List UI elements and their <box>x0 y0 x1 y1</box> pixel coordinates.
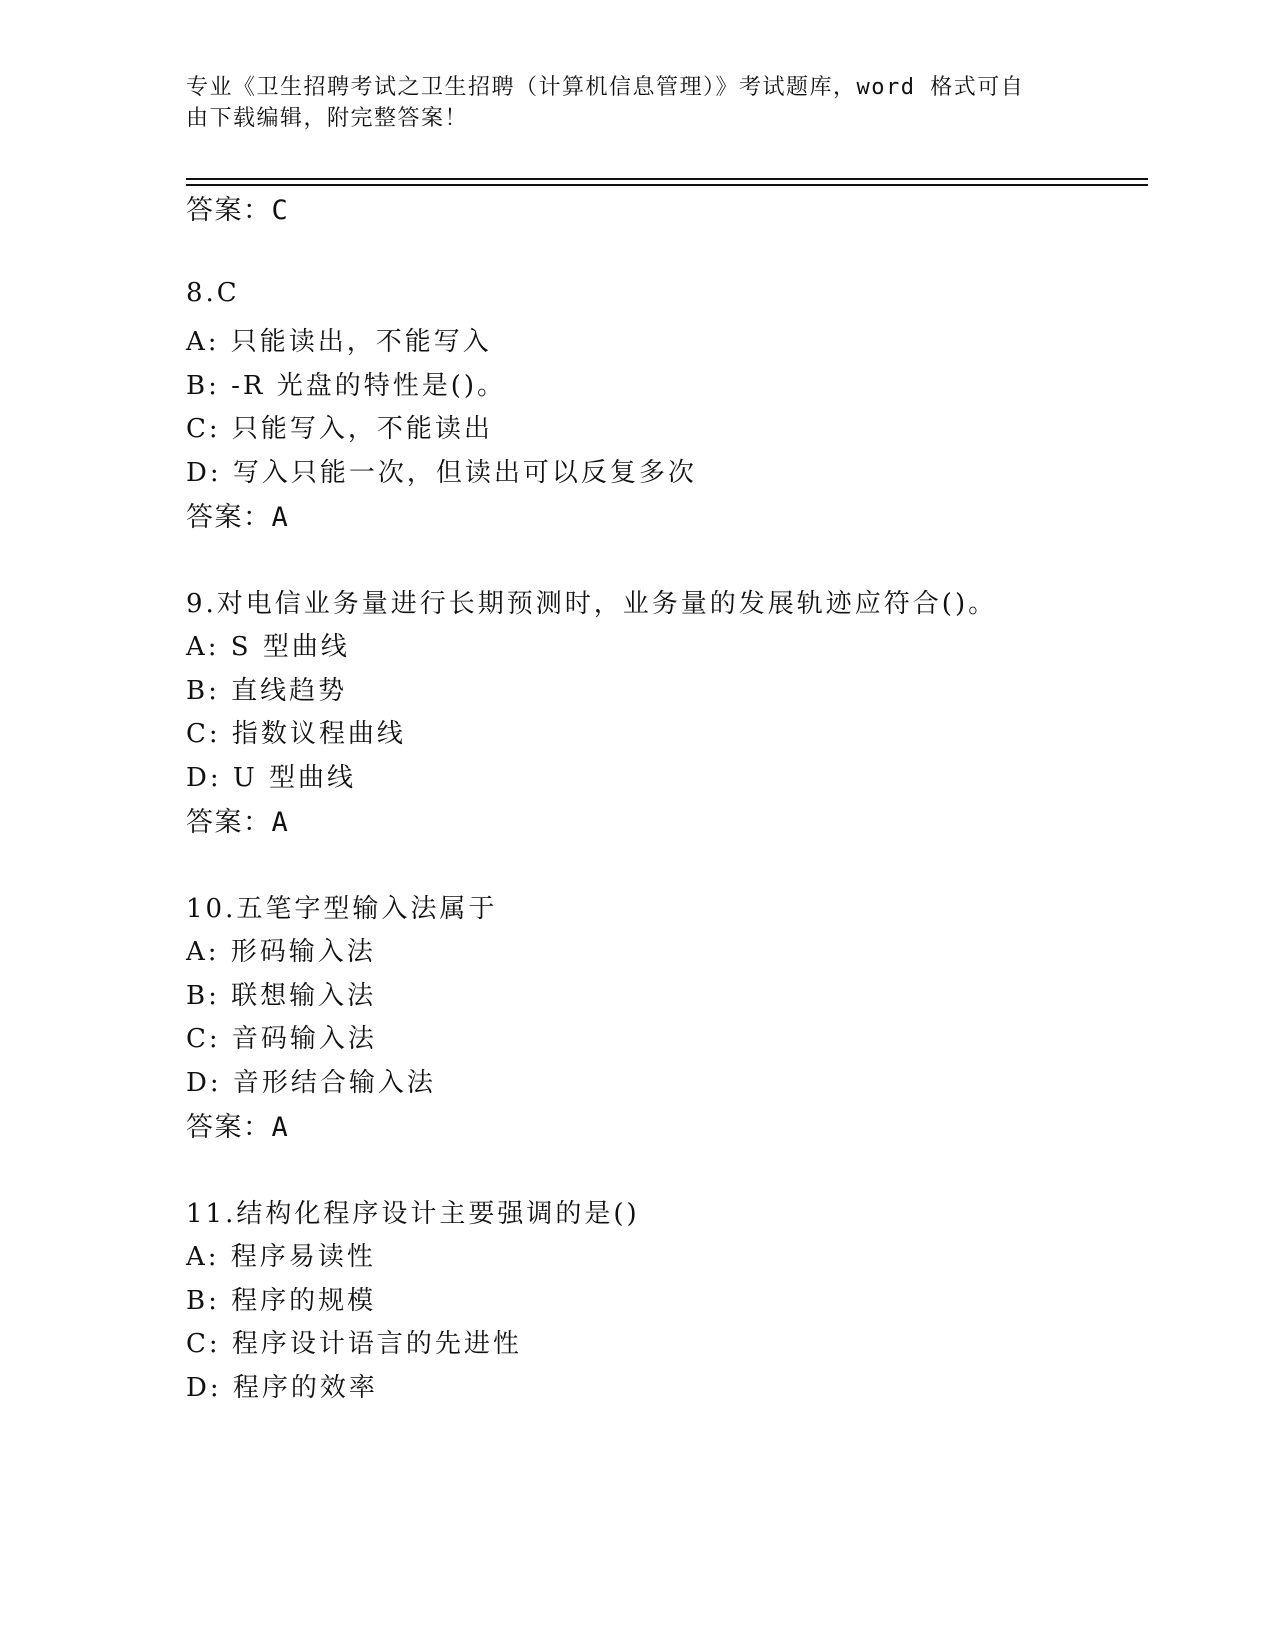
header-divider-bottom <box>186 184 1148 186</box>
answer-value: C <box>271 195 290 226</box>
answer-line <box>186 495 289 534</box>
answer-value: A <box>271 807 290 838</box>
answer-line <box>186 188 289 227</box>
answer-value: A <box>271 502 290 533</box>
header-divider-top <box>186 178 1148 180</box>
option-d: D: 写入只能一次，但读出可以反复多次 <box>186 458 697 488</box>
question-stem: 10.五笔字型输入法属于 <box>186 894 498 924</box>
option-d: D: U 型曲线 <box>186 763 357 793</box>
option-b: B: 直线趋势 <box>186 676 348 706</box>
answer-label: 答案： <box>186 195 272 226</box>
option-c: C: 只能写入，不能读出 <box>186 414 493 444</box>
question-stem: 9.对电信业务量进行长期预测时，业务量的发展轨迹应符合()。 <box>186 589 998 619</box>
answer-value: A <box>271 1112 290 1143</box>
answer-label: 答案： <box>186 502 272 533</box>
question-stem: 11.结构化程序设计主要强调的是() <box>186 1199 640 1229</box>
option-c: C: 音码输入法 <box>186 1024 377 1054</box>
option-b: B: 联想输入法 <box>186 981 377 1011</box>
header-line-1: 专业《卫生招聘考试之卫生招聘（计算机信息管理）》考试题库，word 格式可自 <box>186 75 1025 100</box>
option-a: A: 只能读出，不能写入 <box>186 327 492 357</box>
document-header <box>186 72 1086 134</box>
option-b: B: -R 光盘的特性是()。 <box>186 371 507 401</box>
option-c: C: 指数议程曲线 <box>186 719 406 749</box>
option-a: A: S 型曲线 <box>186 632 350 662</box>
option-c: C: 程序设计语言的先进性 <box>186 1329 522 1359</box>
answer-line <box>186 800 289 839</box>
answer-line <box>186 1105 289 1144</box>
option-d: D: 程序的效率 <box>186 1373 378 1403</box>
answer-label: 答案： <box>186 1112 272 1143</box>
option-a: A: 程序易读性 <box>186 1242 376 1272</box>
question-stem: 8.C <box>186 278 240 308</box>
option-b: B: 程序的规模 <box>186 1286 377 1316</box>
header-line-2: 由下载编辑，附完整答案！ <box>186 106 469 131</box>
option-a: A: 形码输入法 <box>186 937 376 967</box>
option-d: D: 音形结合输入法 <box>186 1068 436 1098</box>
answer-label: 答案： <box>186 807 272 838</box>
